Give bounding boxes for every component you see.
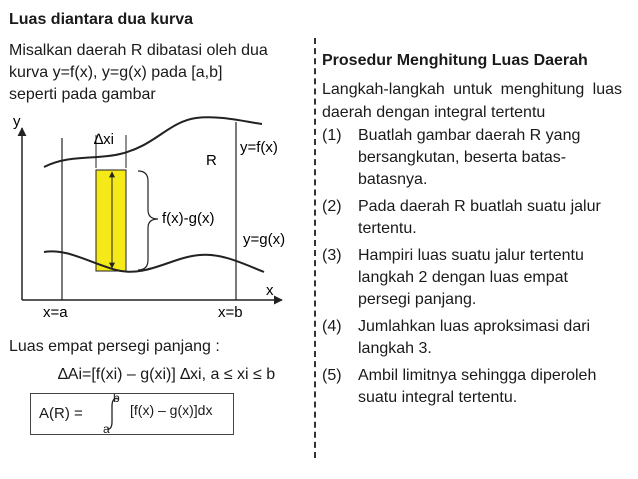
x-axis-label: x — [266, 282, 274, 299]
step-text: Jumlahkan luas aproksimasi dari langkah 3. — [358, 318, 591, 357]
integral-upper: b — [113, 391, 120, 405]
step-item — [322, 245, 622, 311]
height-brace — [138, 171, 158, 270]
step-text: Pada daerah R buatlah suatu jalur tertentu. — [358, 198, 601, 237]
a-label: x=a — [43, 304, 68, 321]
intro-line: seperti pada gambar — [9, 86, 156, 103]
step-text: Buatlah gambar daerah R yang bersangkutan, beserta batas-batasnya. — [358, 127, 581, 188]
step-number: (4) — [322, 318, 342, 335]
integral-formula — [30, 393, 234, 435]
step-item — [322, 196, 622, 240]
intro-line: kurva y=f(x), y=g(x) pada [a,b] — [9, 64, 223, 81]
y-axis-label: y — [13, 113, 21, 130]
height-label: f(x)-g(x) — [162, 210, 215, 227]
dx-label: ∆xi — [94, 131, 115, 148]
delta-formula: ∆Ai=[f(xi) – g(xi)] ∆xi, a ≤ xi ≤ b — [58, 366, 276, 383]
step-number: (5) — [322, 367, 342, 384]
f-label: y=f(x) — [240, 139, 278, 156]
procedure-steps — [322, 125, 622, 414]
step-number: (2) — [322, 198, 342, 215]
step-number: (1) — [322, 127, 342, 144]
page-title: Luas diantara dua kurva — [9, 11, 194, 28]
step-number: (3) — [322, 247, 342, 264]
area-diagram — [0, 0, 312, 335]
dashed-divider — [314, 38, 316, 458]
intro-line: Misalkan daerah R dibatasi oleh dua — [9, 42, 268, 59]
integral-lower: a — [103, 422, 110, 436]
step-item — [322, 125, 622, 191]
step-text: Hampiri luas suatu jalur tertentu langkah 2 dengan luas empat persegi panjang. — [358, 247, 584, 308]
strip-rect — [96, 170, 126, 271]
procedure-intro: Langkah-langkah untuk menghitung luas daerah dengan integral tertentu — [322, 81, 622, 121]
integral-lhs: A(R) = — [39, 405, 83, 422]
luas-label: Luas empat persegi panjang : — [9, 338, 220, 355]
region-label: R — [206, 152, 217, 169]
step-item — [322, 316, 622, 360]
curve-g — [44, 251, 264, 272]
integral-integrand: [f(x) – g(x)]dx — [130, 402, 213, 418]
g-label: y=g(x) — [243, 231, 286, 248]
b-label: x=b — [218, 304, 243, 321]
step-item — [322, 365, 622, 409]
procedure-title: Prosedur Menghitung Luas Daerah — [322, 52, 588, 69]
curve-f — [44, 117, 262, 167]
step-text: Ambil limitnya sehingga diperoleh suatu integral tertentu. — [358, 367, 597, 406]
